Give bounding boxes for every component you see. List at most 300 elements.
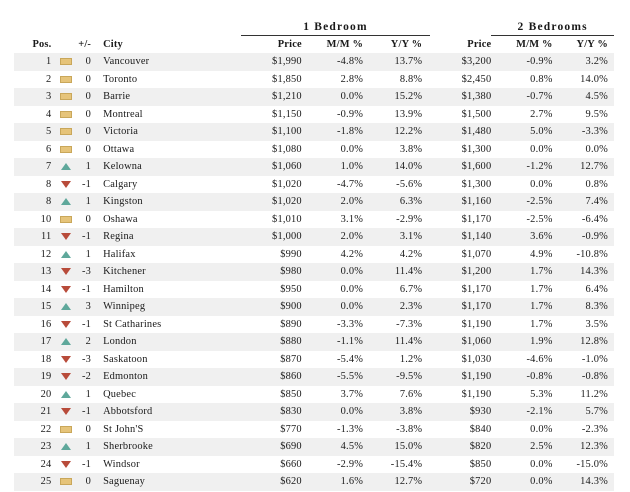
rank-cell: 19 [14,368,57,386]
price-2br-cell: $1,030 [461,353,492,365]
rank-change-cell: 0 [75,123,95,141]
rank-cell: 21 [14,403,57,421]
table-row [14,456,614,474]
yy-1br-cell: 3.8% [363,403,430,421]
table-row [14,106,614,124]
trend-down-icon [61,461,71,468]
yy-1br-cell: 12.2% [363,123,430,141]
trend-flat-icon [60,146,72,153]
price-2br-cell: $1,170 [461,213,492,225]
rank-change-cell: 0 [75,88,95,106]
mm-2br-cell: -0.7% [491,88,552,106]
city-cell: St Catharines [103,318,162,330]
yy-2br-cell: -2.3% [581,423,608,435]
table-row [14,123,614,141]
trend-flat-icon [60,216,72,223]
mm-1br-cell: 0.0% [340,283,364,295]
col-yy-1br: Y/Y % [390,39,423,50]
trend-indicator [57,316,75,334]
city-cell: Ottawa [103,143,135,155]
yy-2br-cell: 14.3% [553,473,614,491]
rank-cell: 11 [14,228,57,246]
price-1br-cell: $1,100 [241,123,302,141]
yy-1br-cell: -2.9% [396,213,423,225]
rank-change-cell: 0 [85,108,92,120]
trend-indicator [57,263,75,281]
trend-indicator [57,281,75,299]
yy-1br-cell: 6.3% [363,193,430,211]
mm-1br-cell: -1.8% [302,123,363,141]
trend-down-icon [61,268,71,275]
city-cell: Saskatoon [103,353,148,365]
rank-change-cell: -1 [75,228,95,246]
rank-cell: 17 [14,333,57,351]
yy-2br-cell: -1.0% [581,353,608,365]
trend-indicator [57,106,75,124]
trend-indicator [57,438,75,456]
rank-change-cell: -1 [75,403,95,421]
trend-flat-icon [60,426,72,433]
price-2br-cell: $840 [469,423,492,435]
price-1br-cell: $1,010 [272,213,302,225]
trend-indicator [57,456,75,474]
price-2br-cell: $1,170 [430,298,491,316]
table-row [14,351,614,369]
price-2br-cell: $1,380 [430,88,491,106]
trend-down-icon [61,286,71,293]
yy-2br-cell: 4.5% [553,88,614,106]
city-cell: Victoria [95,123,241,141]
trend-flat-icon [60,93,72,100]
rank-change-cell: -1 [82,283,92,295]
rank-cell: 23 [14,438,57,456]
group-gap [430,14,491,36]
price-1br-cell: $660 [280,458,302,470]
group-one-bedroom: 1 Bedroom [241,14,431,36]
price-2br-cell: $1,300 [461,143,492,155]
price-1br-cell: $1,020 [241,193,302,211]
mm-2br-cell: -2.1% [491,403,552,421]
mm-1br-cell: -5.4% [336,353,364,365]
rank-change-cell: 1 [85,248,92,260]
trend-indicator [57,176,75,194]
price-2br-cell: $3,200 [430,53,491,71]
yy-2br-cell: -10.8% [576,248,608,260]
yy-1br-cell: 8.8% [399,73,423,85]
table-row [14,158,614,176]
mm-2br-cell: 0.0% [530,178,553,190]
rank-change-cell: -2 [75,368,95,386]
rank-cell: 12 [40,248,52,260]
rank-change-cell: 1 [75,438,95,456]
city-cell: Halifax [103,248,136,260]
trend-down-icon [61,408,71,415]
col-mm-1br: M/M % [326,39,364,50]
rank-cell: 5 [14,123,57,141]
city-cell: Oshawa [103,213,138,225]
yy-2br-cell: -15.0% [576,458,608,470]
city-cell: Hamilton [103,283,144,295]
yy-2br-cell: 9.5% [585,108,608,120]
mm-2br-cell: -1.2% [491,158,552,176]
table-row [14,473,614,491]
mm-1br-cell: 0.0% [302,263,363,281]
trend-indicator [57,53,75,71]
mm-2br-cell: 0.8% [530,73,553,85]
trend-indicator [57,351,75,369]
mm-2br-cell: 4.9% [530,248,553,260]
city-cell: Regina [95,228,241,246]
city-cell: Winnipeg [95,298,241,316]
price-1br-cell: $770 [280,423,302,435]
rank-cell: 14 [40,283,52,295]
rank-cell: 10 [40,213,52,225]
trend-indicator [57,421,75,439]
yy-2br-cell: 3.5% [585,318,608,330]
mm-1br-cell: -4.8% [302,53,363,71]
yy-1br-cell: 4.2% [399,248,423,260]
mm-1br-cell: -3.3% [336,318,364,330]
price-2br-cell: $1,190 [461,388,492,400]
mm-2br-cell: 1.7% [530,318,553,330]
mm-1br-cell: -4.7% [336,178,364,190]
city-cell: Kitchener [95,263,241,281]
price-2br-cell: $1,160 [430,193,491,211]
mm-1br-cell: 3.1% [340,213,364,225]
yy-1br-cell: 13.9% [394,108,423,120]
rank-cell: 3 [14,88,57,106]
price-1br-cell: $900 [241,298,302,316]
price-1br-cell: $950 [280,283,302,295]
yy-1br-cell: -9.5% [363,368,430,386]
yy-1br-cell: -5.6% [396,178,423,190]
price-2br-cell: $720 [430,473,491,491]
trend-indicator [57,403,75,421]
rank-cell: 1 [14,53,57,71]
price-1br-cell: $990 [280,248,302,260]
mm-1br-cell: -0.9% [336,108,364,120]
city-cell: Quebec [103,388,137,400]
trend-down-icon [61,356,71,363]
yy-2br-cell: 8.3% [553,298,614,316]
rank-change-cell: 1 [75,158,95,176]
trend-indicator [57,211,75,229]
rank-cell: 7 [14,158,57,176]
table-row [14,281,614,299]
city-cell: Kelowna [95,158,241,176]
price-2br-cell: $1,190 [430,368,491,386]
mm-2br-cell: 5.3% [530,388,553,400]
city-cell: Abbotsford [95,403,241,421]
table-body [14,53,614,491]
yy-2br-cell: 3.2% [553,53,614,71]
mm-2br-cell: 1.7% [530,283,553,295]
rank-change-cell: 2 [75,333,95,351]
yy-1br-cell: -7.3% [396,318,423,330]
yy-2br-cell: -0.8% [553,368,614,386]
table-row [14,316,614,334]
price-1br-cell: $1,150 [272,108,302,120]
table-row [14,298,614,316]
price-2br-cell: $820 [430,438,491,456]
trend-up-icon [61,443,71,450]
yy-1br-cell: 15.0% [363,438,430,456]
city-cell: Toronto [103,73,138,85]
mm-2br-cell: 0.0% [530,458,553,470]
price-2br-cell: $2,450 [461,73,492,85]
col-yy-2br: Y/Y % [576,39,608,50]
mm-2br-cell: 2.5% [491,438,552,456]
rank-cell: 18 [40,353,52,365]
yy-2br-cell: 7.4% [553,193,614,211]
mm-2br-cell: -2.5% [491,193,552,211]
yy-2br-cell: 0.8% [585,178,608,190]
price-1br-cell: $1,020 [272,178,302,190]
table-row [14,246,614,264]
table-row [14,176,614,194]
city-cell: St John'S [103,423,144,435]
rank-change-cell: 0 [85,423,92,435]
trend-indicator [57,368,75,386]
yy-1br-cell: 12.7% [363,473,430,491]
rank-change-cell: 0 [85,143,92,155]
price-2br-cell: $1,500 [461,108,492,120]
trend-up-icon [61,251,71,258]
trend-up-icon [61,338,71,345]
trend-indicator [57,193,75,211]
rank-change-cell: -1 [82,318,92,330]
trend-indicator [57,123,75,141]
mm-1br-cell: -1.1% [302,333,363,351]
mm-1br-cell: 0.0% [340,143,364,155]
mm-2br-cell: -0.9% [491,53,552,71]
price-1br-cell: $850 [280,388,302,400]
mm-2br-cell: 2.7% [530,108,553,120]
rank-cell: 4 [46,108,52,120]
price-2br-cell: $850 [469,458,492,470]
price-1br-cell: $1,990 [241,53,302,71]
yy-1br-cell: 15.2% [363,88,430,106]
mm-2br-cell: 3.6% [491,228,552,246]
table-row [14,193,614,211]
price-1br-cell: $690 [241,438,302,456]
mm-1br-cell: -5.5% [302,368,363,386]
price-2br-cell: $1,300 [461,178,492,190]
mm-1br-cell: 3.7% [340,388,364,400]
rank-change-cell: 0 [85,213,92,225]
yy-1br-cell: 6.7% [399,283,423,295]
price-2br-cell: $1,480 [430,123,491,141]
mm-2br-cell: 1.7% [491,263,552,281]
mm-1br-cell: 1.0% [302,158,363,176]
trend-indicator [57,228,75,246]
rank-change-cell: 1 [75,193,95,211]
price-1br-cell: $1,850 [272,73,302,85]
trend-down-icon [61,321,71,328]
yy-1br-cell: -15.4% [390,458,423,470]
yy-2br-cell: -3.3% [553,123,614,141]
trend-flat-icon [60,128,72,135]
table-row [14,386,614,404]
price-1br-cell: $1,000 [241,228,302,246]
trend-flat-icon [60,111,72,118]
trend-up-icon [61,163,71,170]
mm-1br-cell: 1.6% [302,473,363,491]
mm-2br-cell: -2.5% [526,213,553,225]
trend-indicator [57,246,75,264]
mm-1br-cell: 2.0% [302,228,363,246]
trend-flat-icon [60,76,72,83]
yy-2br-cell: 12.8% [553,333,614,351]
col-price-2br: Price [467,38,492,50]
price-2br-cell: $1,190 [461,318,492,330]
trend-up-icon [61,303,71,310]
rank-change-cell: 0 [75,53,95,71]
rank-change-cell: 3 [75,298,95,316]
city-cell: London [95,333,241,351]
rank-cell: 6 [46,143,52,155]
group-header-row [14,14,614,36]
mm-2br-cell: 1.7% [491,298,552,316]
rank-cell: 25 [14,473,57,491]
table-row [14,211,614,229]
city-cell: Windsor [103,458,140,470]
rank-cell: 16 [40,318,52,330]
city-cell: Calgary [103,178,138,190]
mm-1br-cell: 0.0% [302,298,363,316]
yy-2br-cell: 14.3% [553,263,614,281]
mm-1br-cell: 4.5% [302,438,363,456]
table-row [14,263,614,281]
yy-1br-cell: 1.2% [399,353,423,365]
city-cell: Edmonton [95,368,241,386]
rank-change-cell: 0 [85,73,92,85]
yy-1br-cell: 11.4% [363,263,430,281]
rank-cell: 8 [46,178,52,190]
column-header-row [14,36,614,54]
trend-indicator [57,71,75,89]
mm-2br-cell: 0.0% [530,423,553,435]
price-1br-cell: $860 [241,368,302,386]
rank-cell: 2 [46,73,52,85]
mm-1br-cell: 0.0% [302,88,363,106]
trend-indicator [57,158,75,176]
yy-1br-cell: 13.7% [363,53,430,71]
trend-down-icon [61,373,71,380]
mm-2br-cell: 0.0% [530,143,553,155]
city-cell: Vancouver [95,53,241,71]
mm-2br-cell: -0.8% [491,368,552,386]
mm-1br-cell: -1.3% [336,423,364,435]
yy-1br-cell: 11.4% [363,333,430,351]
yy-2br-cell: 11.2% [580,388,608,400]
price-2br-cell: $1,200 [430,263,491,281]
price-1br-cell: $620 [241,473,302,491]
rent-ranking-table [14,14,614,491]
trend-indicator [57,333,75,351]
trend-down-icon [61,181,71,188]
col-mm-2br: M/M % [516,39,553,50]
trend-down-icon [61,233,71,240]
mm-1br-cell: 2.8% [340,73,364,85]
rank-change-cell: 1 [85,388,92,400]
yy-2br-cell: 0.0% [585,143,608,155]
table-row [14,71,614,89]
table-row [14,368,614,386]
mm-2br-cell: 1.9% [491,333,552,351]
city-cell: Kingston [95,193,241,211]
yy-2br-cell: -6.4% [581,213,608,225]
price-1br-cell: $1,080 [272,143,302,155]
col-price-1br: Price [277,39,302,50]
table-row [14,88,614,106]
price-2br-cell: $930 [430,403,491,421]
price-1br-cell: $980 [241,263,302,281]
table-row [14,421,614,439]
rank-cell: 20 [40,388,52,400]
yy-1br-cell: 3.8% [399,143,423,155]
price-1br-cell: $880 [241,333,302,351]
table-row [14,53,614,71]
trend-flat-icon [60,58,72,65]
yy-2br-cell: 12.7% [553,158,614,176]
table-row [14,228,614,246]
trend-indicator [57,473,75,491]
trend-indicator [57,141,75,159]
yy-1br-cell: -3.8% [396,423,423,435]
rank-change-cell: -1 [82,178,92,190]
city-cell: Saguenay [95,473,241,491]
table-header [14,14,614,53]
city-cell: Sherbrooke [95,438,241,456]
rank-change-cell: -1 [82,458,92,470]
yy-1br-cell: 14.0% [363,158,430,176]
trend-up-icon [61,198,71,205]
mm-1br-cell: -2.9% [336,458,364,470]
trend-indicator [57,386,75,404]
city-cell: Montreal [103,108,143,120]
mm-1br-cell: 0.0% [302,403,363,421]
trend-up-icon [61,391,71,398]
mm-2br-cell: -4.6% [526,353,553,365]
price-1br-cell: $870 [280,353,302,365]
group-two-bedrooms: 2 Bedrooms [491,14,614,36]
rank-cell: 15 [14,298,57,316]
rank-cell: 22 [40,423,52,435]
trend-indicator [57,298,75,316]
price-2br-cell: $1,140 [430,228,491,246]
price-1br-cell: $1,060 [241,158,302,176]
col-pos: Pos. [32,38,52,50]
yy-2br-cell: 12.3% [553,438,614,456]
table-row [14,403,614,421]
price-2br-cell: $1,170 [461,283,492,295]
table-row [14,141,614,159]
yy-2br-cell: -0.9% [553,228,614,246]
price-2br-cell: $1,070 [461,248,492,260]
yy-1br-cell: 3.1% [363,228,430,246]
col-change: +/- [78,38,92,50]
rank-change-cell: -3 [82,353,92,365]
price-1br-cell: $830 [241,403,302,421]
col-city: City [103,38,123,50]
rank-change-cell: 0 [75,473,95,491]
price-2br-cell: $1,060 [430,333,491,351]
yy-1br-cell: 2.3% [363,298,430,316]
rank-cell: 8 [14,193,57,211]
group-spacer [14,14,241,36]
trend-flat-icon [60,478,72,485]
